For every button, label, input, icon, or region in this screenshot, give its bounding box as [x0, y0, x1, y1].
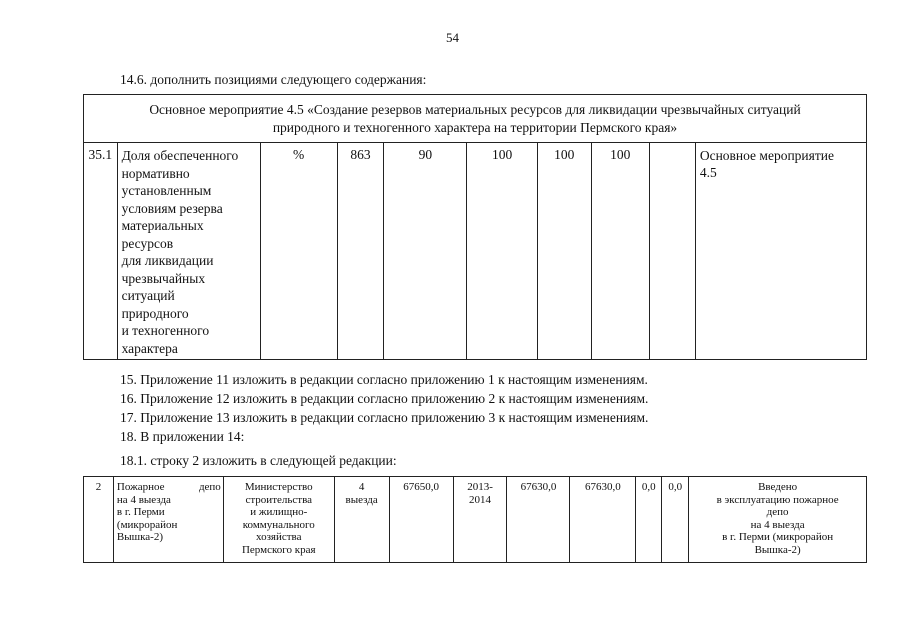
- result-line: в г. Перми (микрорайон: [722, 531, 834, 544]
- item-15: 15. Приложение 11 изложить в редакции согласно приложению 1 к настоящим изменениям.: [120, 372, 648, 387]
- note-line-1: Основное мероприятие: [699, 148, 834, 163]
- indicator-line: природного: [121, 305, 189, 321]
- note-line-2: 4.5: [699, 165, 717, 180]
- indicator-line: Доля обеспеченного: [121, 148, 239, 163]
- funding-cell-3: 0,0: [636, 477, 662, 563]
- result-cell: [689, 477, 867, 563]
- row-number: 2: [84, 477, 114, 563]
- unit-cell: %: [260, 143, 337, 360]
- indicator-line: чрезвычайных: [121, 270, 206, 286]
- item-16: 16. Приложение 12 изложить в редакции согласно приложению 2 к настоящим изменениям.: [120, 391, 649, 406]
- item-17: 17. Приложение 13 изложить в редакции согласно приложению 3 к настоящим изменениям.: [120, 410, 649, 425]
- indicator-line: ресурсов: [121, 235, 174, 251]
- item-18-1: 18.1. строку 2 изложить в следующей редакции:: [120, 453, 397, 468]
- customer-line: коммунального: [242, 518, 315, 531]
- customer-cell: [223, 477, 334, 563]
- object-word-b: депо: [198, 481, 221, 493]
- customer-line: Пермского края: [241, 543, 316, 556]
- capacity-cell: [334, 477, 389, 563]
- customer-line: строительства: [245, 493, 313, 506]
- indicator-line: материальных: [121, 218, 204, 233]
- result-line: депо: [766, 506, 789, 519]
- period-line: 2014: [469, 493, 492, 506]
- result-line: Вышка-2): [754, 543, 801, 556]
- object-line: Вышка-2): [116, 531, 164, 544]
- note-cell: [695, 143, 866, 360]
- result-line: в эксплуатацию пожарное: [716, 493, 839, 506]
- period-cell: [453, 477, 507, 563]
- table-row: [84, 477, 867, 563]
- table-row: [84, 143, 867, 360]
- indicator-line: условиям резерва: [121, 200, 223, 216]
- row-number: 35.1: [84, 143, 118, 360]
- indicator-name: [117, 143, 260, 360]
- indicator-line: и техногенного: [121, 323, 210, 338]
- item-18: 18. В приложении 14:: [120, 429, 245, 444]
- section-title-line-1: Основное мероприятие 4.5 «Создание резервов материальных ресурсов для ликвидации чрезвычайных ситуаций: [149, 101, 801, 117]
- page-number: 54: [446, 30, 459, 45]
- object-line: в г. Перми: [116, 506, 165, 519]
- section-title: [84, 95, 867, 143]
- capacity-line: 4: [358, 481, 365, 493]
- table-row-2-replacement: [83, 476, 867, 563]
- indicator-line: характера: [121, 340, 178, 356]
- cost-cell: 67650,0: [389, 477, 453, 563]
- customer-line: Министерство: [244, 481, 313, 493]
- object-word-a: Пожарное: [116, 481, 165, 493]
- table-main-event-4-5: [83, 94, 867, 360]
- section-title-line-2: природного и техногенного характера на территории Пермского края»: [272, 119, 678, 135]
- indicator-line: нормативно: [121, 165, 190, 181]
- value-cell-1: 90: [384, 143, 467, 360]
- value-cell-3: 100: [538, 143, 592, 360]
- customer-line: и жилищно-: [250, 506, 308, 519]
- object-line: (микрорайон: [116, 518, 178, 531]
- customer-line: хозяйства: [256, 531, 302, 544]
- indicator-line: установленным: [121, 183, 212, 198]
- result-line: на 4 выезда: [750, 518, 805, 531]
- funding-cell-1: 67630,0: [507, 477, 570, 563]
- value-cell-4: 100: [591, 143, 649, 360]
- object-line: на 4 выезда: [116, 493, 171, 506]
- indicator-line: ситуаций: [121, 288, 175, 303]
- item-14-6: 14.6. дополнить позициями следующего содержания:: [120, 72, 427, 87]
- funding-cell-2: 67630,0: [570, 477, 636, 563]
- value-cell-2: 100: [467, 143, 538, 360]
- result-line: Введено: [758, 481, 798, 493]
- object-line-1: [117, 481, 221, 494]
- value-cell-5: [649, 143, 695, 360]
- code-cell: 863: [337, 143, 384, 360]
- period-line: 2013-: [467, 481, 493, 493]
- capacity-line: выезда: [345, 493, 378, 506]
- funding-cell-4: 0,0: [662, 477, 689, 563]
- indicator-line: для ликвидации: [121, 253, 214, 268]
- object-name: [113, 477, 223, 563]
